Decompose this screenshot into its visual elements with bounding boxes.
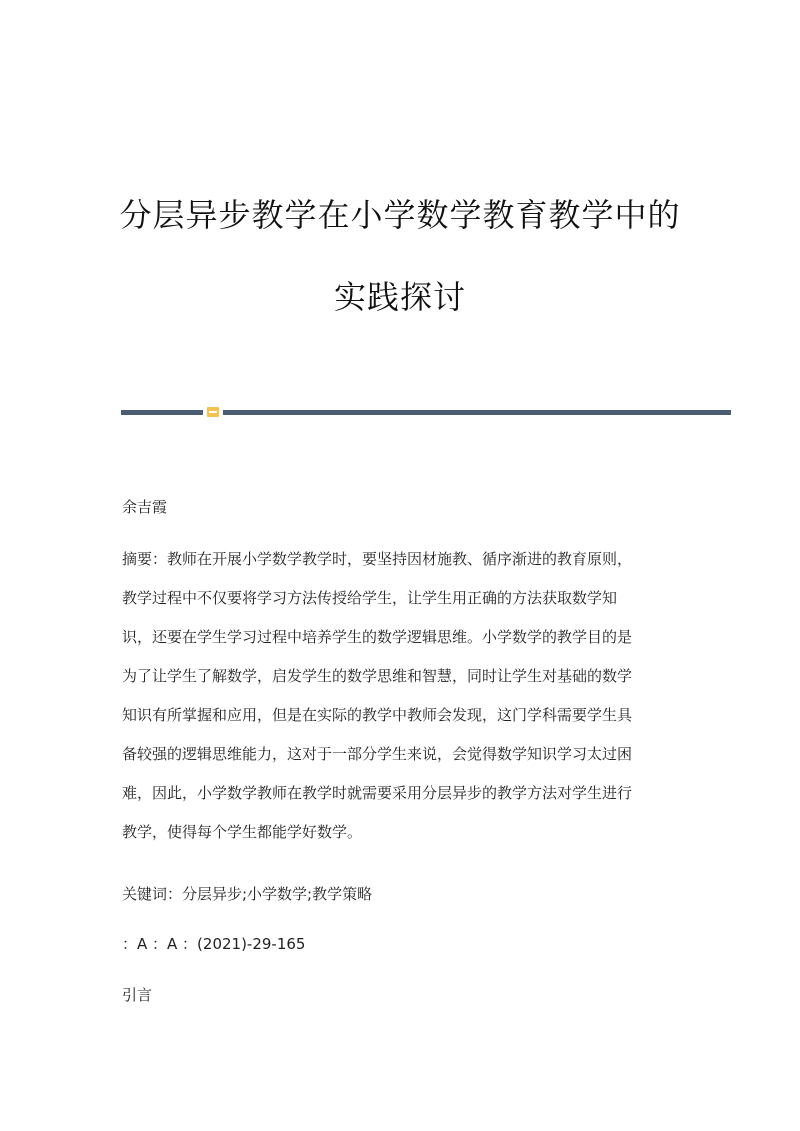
classification-meta: ：A ：A ：(2021)-29-165 bbox=[122, 935, 306, 953]
document-title-line-1: 分层异步教学在小学数学教育教学中的 bbox=[119, 196, 681, 234]
abstract-line: 备较强的逻辑思维能力，这对于一部分学生来说，会觉得数学知识学习太过困 bbox=[122, 745, 633, 763]
section-heading-introduction: 引言 bbox=[122, 986, 153, 1004]
abstract-line: 知识有所掌握和应用，但是在实际的教学中教师会发现，这门学科需要学生具 bbox=[122, 706, 633, 724]
abstract bbox=[122, 540, 682, 852]
title-divider bbox=[121, 407, 731, 417]
divider-bar-right bbox=[223, 410, 731, 415]
abstract-line: 教学过程中不仅要将学习方法传授给学生，让学生用正确的方法获取数学知 bbox=[122, 589, 618, 607]
abstract-line: 摘要：教师在开展小学数学教学时，要坚持因材施教、循序渐进的教育原则， bbox=[122, 550, 633, 568]
abstract-line: 为了让学生了解数学，启发学生的数学思维和智慧，同时让学生对基础的数学 bbox=[122, 667, 633, 685]
abstract-line: 教学，使得每个学生都能学好数学。 bbox=[122, 823, 363, 841]
divider-bar-left bbox=[121, 410, 203, 415]
abstract-line: 难，因此，小学数学教师在教学时就需要采用分层异步的教学方法对学生进行 bbox=[122, 784, 633, 802]
keywords: 关键词：分层异步;小学数学;教学策略 bbox=[122, 885, 373, 903]
abstract-line: 识，还要在学生学习过程中培养学生的数学逻辑思维。小学数学的教学目的是 bbox=[122, 628, 633, 646]
document-title-line-2: 实践探讨 bbox=[333, 278, 466, 316]
divider-emblem-icon bbox=[207, 407, 219, 417]
author-name: 余吉霞 bbox=[122, 498, 168, 516]
